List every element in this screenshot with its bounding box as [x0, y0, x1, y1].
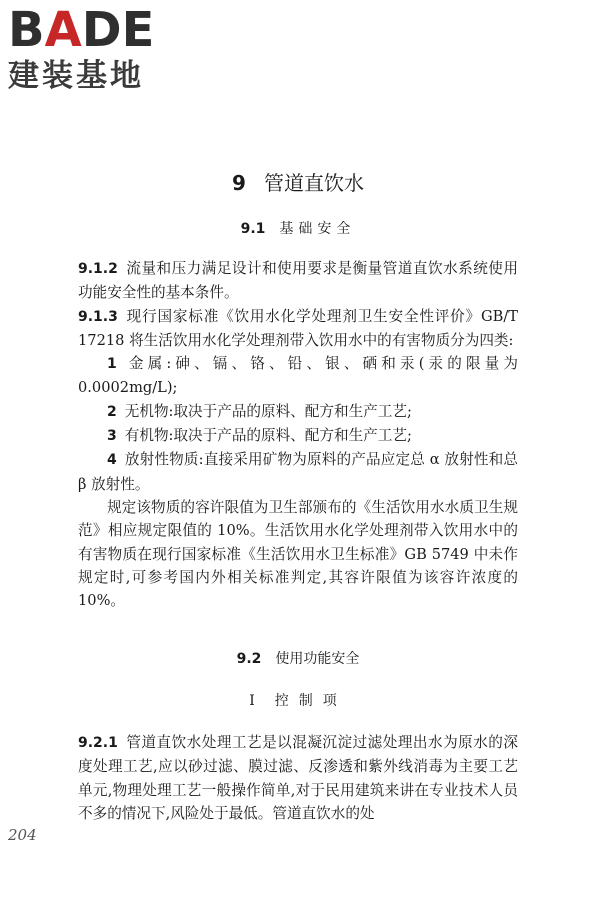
list-item: 2 无机物:取决于产品的原料、配方和生产工艺;	[107, 402, 412, 420]
section-title: 基础安全	[279, 221, 356, 237]
clause-number: 9.1.2	[78, 261, 118, 277]
clause-9-2-1	[78, 731, 518, 825]
clause-9-1-2	[78, 257, 518, 305]
section-title: 使用功能安全	[275, 651, 360, 667]
bade-logo	[8, 4, 178, 94]
chapter-heading	[78, 168, 518, 198]
clause-text: 现行国家标准《饮用水化学处理剂卫生安全性评价》GB/T 17218 将生活饮用水化学处理剂带入饮用水中的有害物质分为四类:	[78, 307, 518, 349]
page-number: 204	[8, 826, 37, 844]
logo-subtitle: 建装基地	[8, 58, 144, 94]
sub-heading-title: 控制项	[274, 693, 347, 709]
clause-text: 管道直饮水处理工艺是以混凝沉淀过滤处理出水为原水的深度处理工艺,应以砂过滤、膜过滤、反渗透和紫外线消毒为主要工艺单元,物理处理工艺一般操作简单,对于民用建筑来讲在专业技术人员不多的情况下,风险处于最低。管道直饮水的处	[78, 734, 518, 822]
clause-number: 9.2.1	[78, 735, 118, 751]
body-paragraph: 规定该物质的容许限值为卫生部颁布的《生活饮用水水质卫生规范》相应规定限值的 10%。生活饮用水化学处理剂带入饮用水中的有害物质在现行国家标准《生活饮用水卫生标准》GB 5749 中未作规定时,可参考国内外相关标准判定,其容许限值为该容许浓度的 10%。	[78, 498, 518, 610]
section-number: 9.1	[240, 221, 266, 237]
section-9-2-body	[78, 731, 518, 825]
chapter-title: 管道直饮水	[263, 171, 364, 195]
section-heading-9-1	[78, 217, 518, 241]
section-heading-9-2	[78, 647, 518, 671]
section-number: 9.2	[236, 651, 262, 667]
sub-heading-control-items	[78, 689, 518, 713]
chapter-number: 9	[232, 171, 246, 195]
list-item: 1 金属:砷、镉、铬、铅、银、硒和汞(汞的限量为0.0002mg/L);	[78, 355, 518, 397]
sub-heading-roman: I	[249, 693, 265, 709]
clause-9-1-3	[78, 305, 518, 353]
section-9-1-body	[78, 257, 518, 612]
clause-number: 9.1.3	[78, 308, 118, 325]
list-item: 3 有机物:取决于产品的原料、配方和生产工艺;	[107, 427, 412, 445]
logo-wordmark: BADE	[8, 2, 155, 58]
list-item: 4 放射性物质:直接采用矿物为原料的产品应定总 α 放射性和总 β 放射性。	[78, 451, 518, 493]
clause-text: 流量和压力满足设计和使用要求是衡量管道直饮水系统使用功能安全性的基本条件。	[78, 260, 518, 302]
